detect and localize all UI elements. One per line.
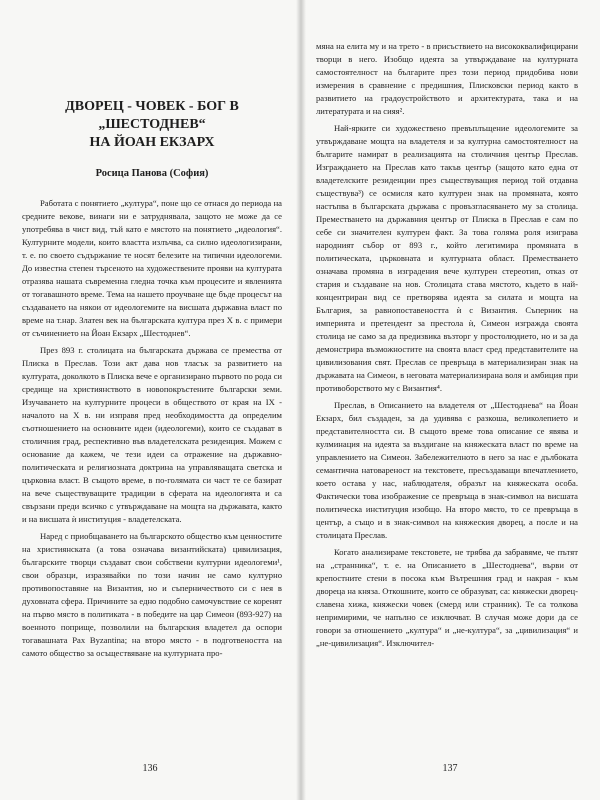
paragraph: Преслав, в Описанието на владетеля от „Шестоднева“ на Йоан Екзарх, бил създаден, за да удивява с разкоша, великолепието и представителността си. В същото време това описание се явява и кулминация на идеята за въздигане на княжеската власт по време на управлението на Симеон. Забележителното в него за нас е дълбоката семантична натовареност на текстовете, пресъздаващи впечатлението, което остава у нас, наблюдателя, образът на княжеската особа. Фактически това изображение се превръща в знак-символ на висшата политическа институция изобщо. На второ място, то се превръща в център, а също и в знак-символ на княжеския дворец, а после и на столицата Преслав. (316, 400, 578, 540)
paragraph: Наред с приобщаването на българското общество към ценностите на християнската (а това означава византийската) цивилизация, българските творци създават свои собствени културни идеологеми¹, свои образци, изразявайки по този начин не само културно противопоставяне на Византия, но и съперничеството си с нея в духовната сфера. Причините за едно подобно самочувствие се коренят на първо място в политиката - в победите на цар Симеон (893-927) на военното поприще, позволили на българския владетел да оспори тогавашната Pax Byzantina; на второ място - в подготвеността на самото общество за осъществяване на културната про- (22, 531, 282, 658)
page-number: 136 (142, 763, 158, 774)
paragraph: През 893 г. столицата на българската държава се премества от Плиска в Преслав. Този акт дава нов тласък за развитието на културата, доколкото в Плиска вече е организирано първото по рода си средище на християнството в новопокръстените български земи. Изучаването на културните процеси в обществото от края на IX - началото на X в. ни изправя пред необходимостта да определим съотношението на основните идеи (идеологеми), които се създават в столичния град, респективно във владетелската резиденция. Можем с основание да кажем, че тези идеи са отражение на държавно-политическата и религиозната доктрина на управляващата светска и църковна власт. В същото време, в по-голямата си част те се базират на вече съществуващите традиции в сферата на идеологията и са свързани преди всичко с утвърждаване на мощта на държавата, както и на висшата ѝ институция - владетелската. (22, 345, 282, 524)
paragraph: Когато анализираме текстовете, не трябва да забравяме, че пътят на „странника“, т. е. на Описанието в „Шестоднева“, върви от крепостните стени в посока към Вътрешния град и накрая - към двореца на княза. Откошните, които се образуват, са: княжески дворец-славена хижа, княжески човек (смерд или странник). Те са толкова непримирими, че напълно се изключват. В случая може дори да се говори за отношението „култура“ и „не-култура“, за „цивилизация“ и „не-цивилизация“. Изключител- (316, 547, 578, 648)
paragraph: Работата с понятието „култура“, поне що се отнася до периода на средните векове, винаги ни е затруднявала, защото не може да се употребява в чист вид, тъй като е мястото на понятието „идеология“. Културните модели, които властта излъчва, са силно идеологизирани, т. е. по своето съдържание те носят белезите на типични идеологеми. До известна степен търсеното на художествените прояви на културата отразява нашата съвременна гледна точка към процесите и явленията от тогавашното време. Тема на нашето проучване ще бъде процесът на създаването на някои от идеологемите на висшата държавна власт по време на т.нар. Златен век на българската култура през X в. с примери от съчинението на Йоан Екзарх „Шестоднев“. (22, 198, 282, 338)
page-number: 137 (442, 763, 458, 774)
title-line-2: НА ЙОАН ЕКЗАРХ (89, 135, 215, 150)
author-name: Росица Панова (София) (95, 168, 209, 179)
right-page (300, 0, 600, 800)
title-line-1: ДВОРЕЦ - ЧОВЕК - БОГ В „ШЕСТОДНЕВ“ (65, 99, 239, 132)
paragraph: Най-ярките си художествено превъплъщение идеологемите за утвърждаване мощта на владетеля и за културна самостоятелност на българите намират в реализацията на столичния център Преслав. Изграждането на Преслав като такъв център (защото като една от владетелските резиденции през съществуващия период той отдавна съществува³) се осмисля като културен знак на промяната, която настъпва в българската държава с провъзгласяването му за столица. Преместването на държавния център от Плиска в Преслав е сам по себе си значителен културен факт. За това голяма роля изиграва народният събор от 893 г., който легитимира промяната в политическата, църковната и културната област. Преместването означава промяна в изградения вече културен стереотип, отказ от стария и създаване на нов. Столицата става мястото, където в най-концентриран вид се претворява идеята за силата и мощта на България, за равнопоставеността ѝ с Византия. Съперник на империята и претендент за престола ѝ, Симеон изгражда своята столица не само за да предизвика възторг у простолюдието, но и за да демонстрира възможностите на своята власт сред представителите на цивилизования свят. Преслав се превръща в материализиран знак на държавата на Симеон, в неговата материализирана воля и амбиция при противоборството му с Византия⁴. (316, 123, 578, 393)
article-title (22, 98, 282, 152)
paragraph: мяна на елита му и на трето - в присъствието на висококвалифицирани творци в него. Изобщо идеята за утвърждаване на културната самостоятелност на българите през този период придобива нови измерения в сравнение с предишния, Плисковски период както в развитието на градоустройството и архитектурата, така и на литературата и на сияя². (316, 41, 578, 116)
book-gutter (296, 0, 306, 800)
